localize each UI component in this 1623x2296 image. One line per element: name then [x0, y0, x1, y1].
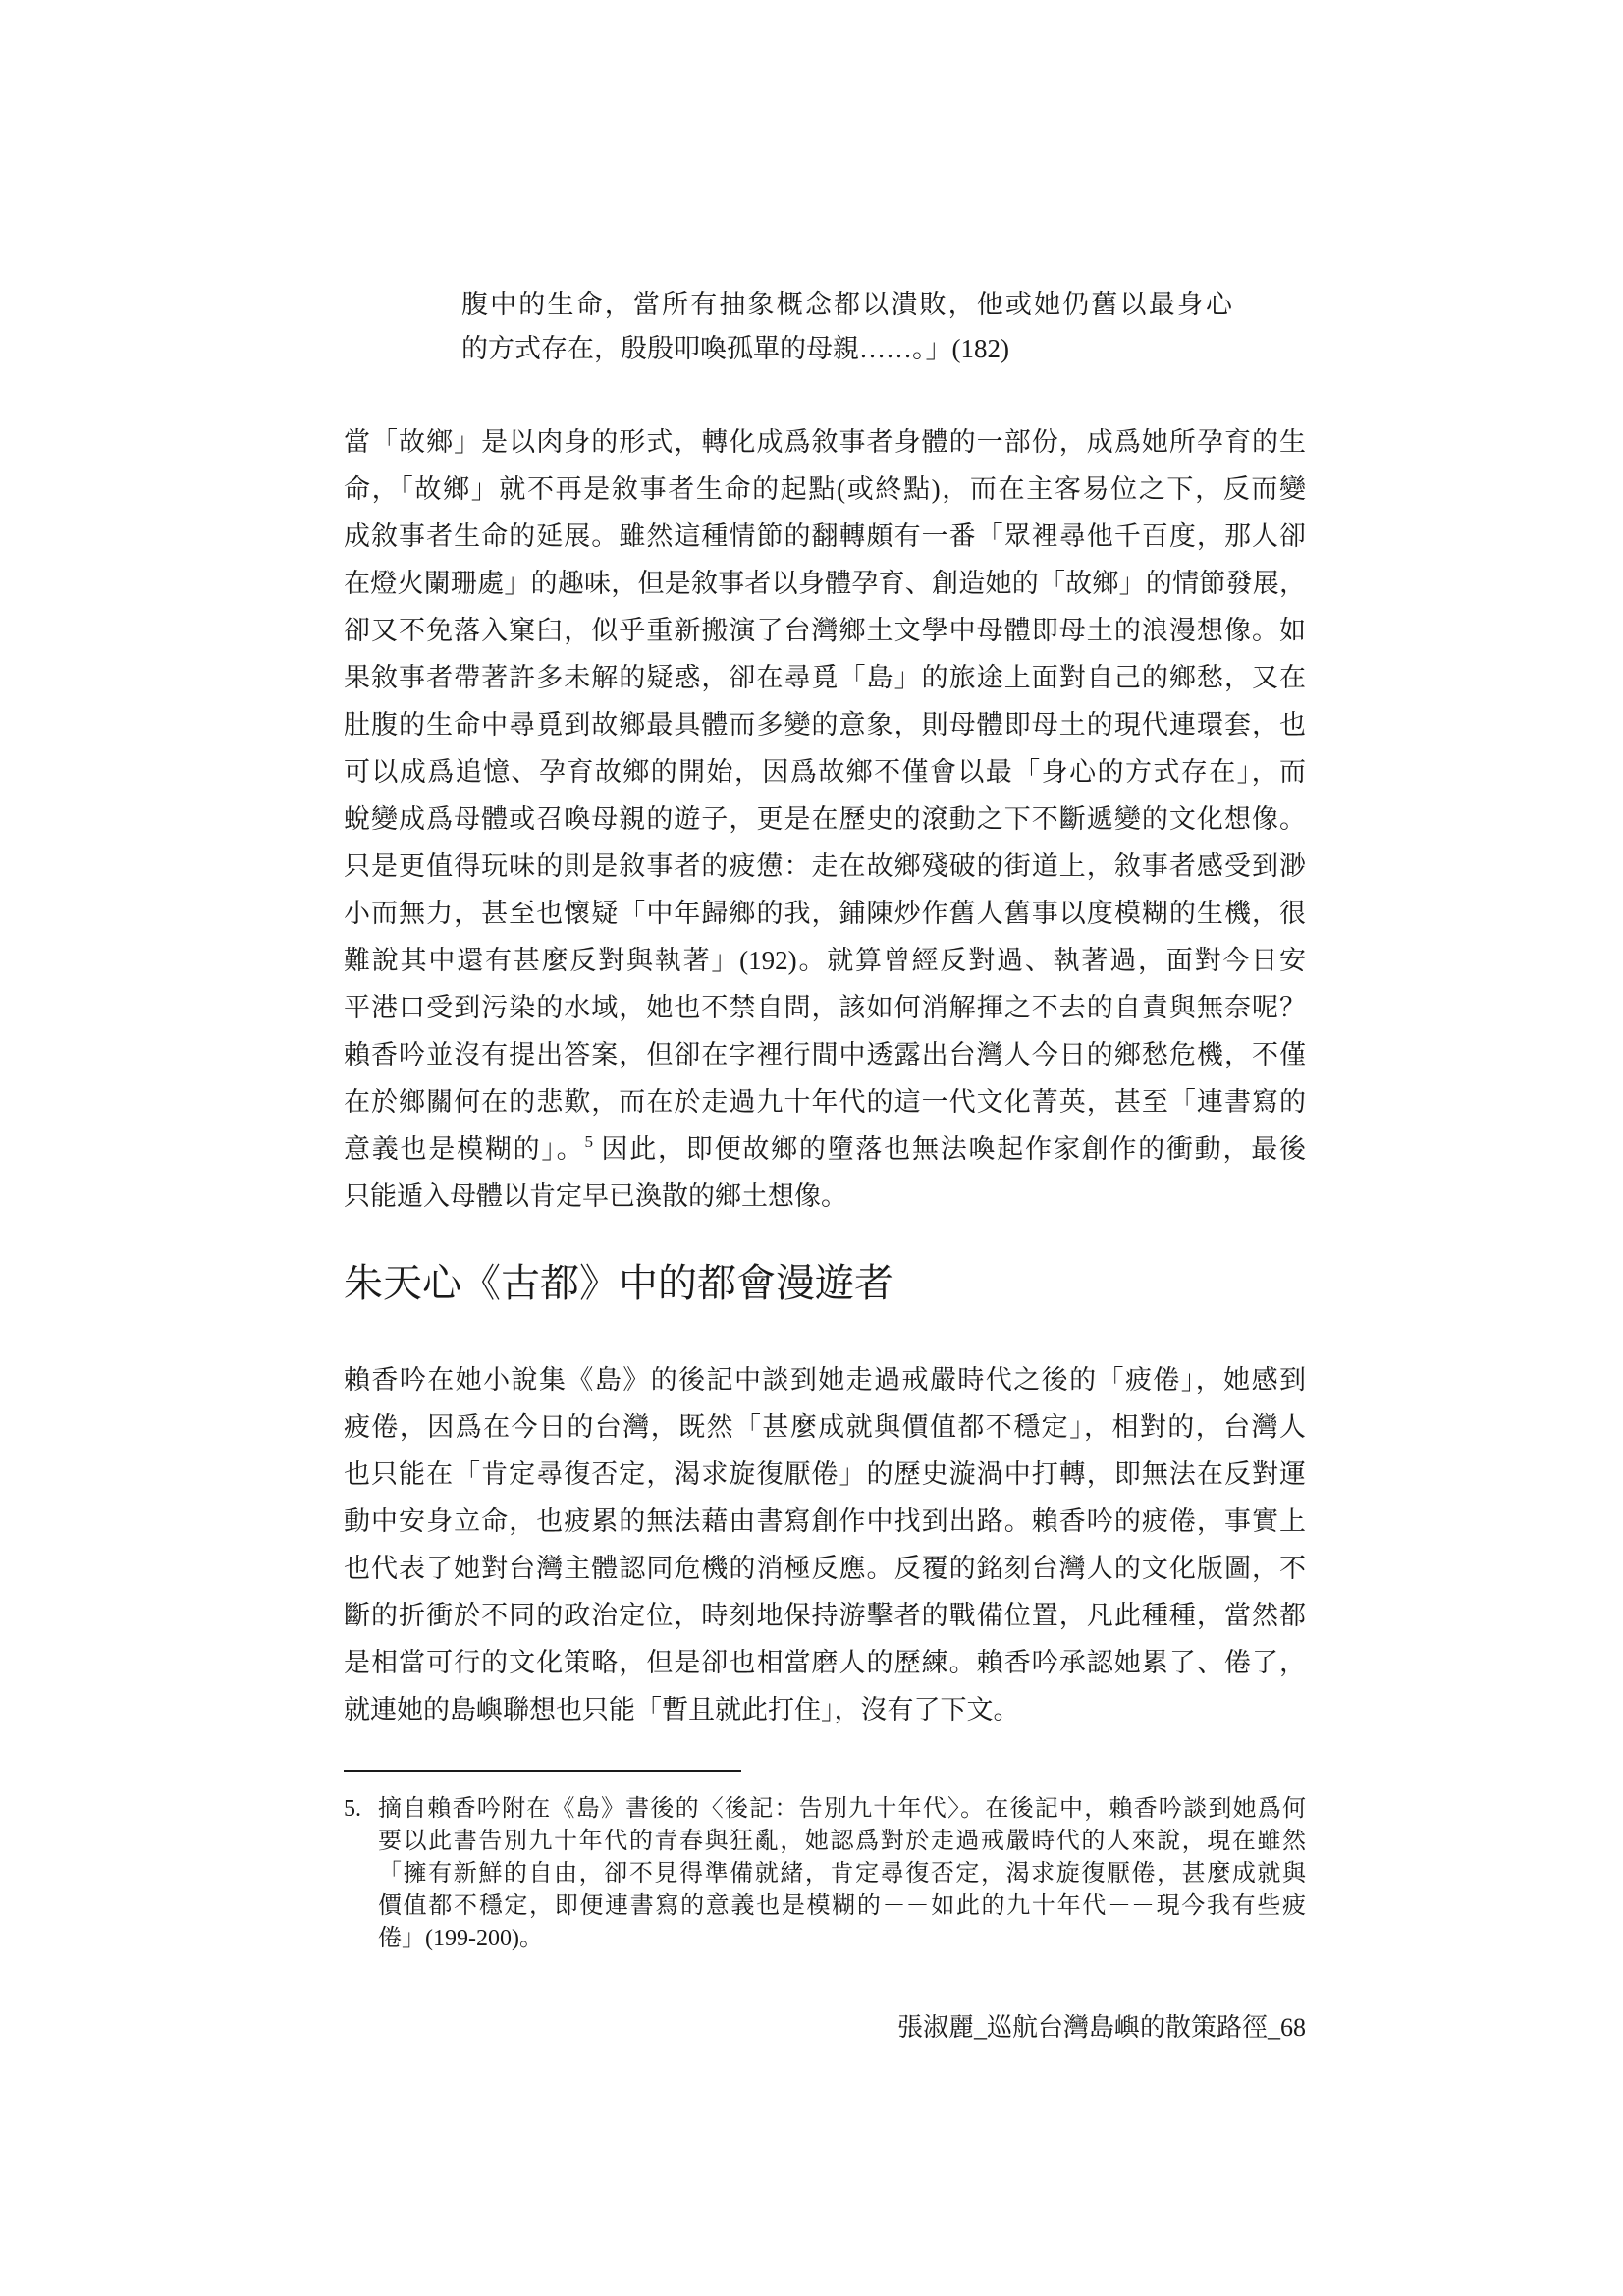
paragraph-line: 在燈火闌珊處」的趣味，但是敘事者以身體孕育、創造她的「故鄉」的情節發展，	[344, 569, 1306, 598]
paragraph-line: 就連她的島嶼聯想也只能「暫且就此打住」，沒有了下文。	[344, 1695, 1020, 1724]
block-quote	[461, 283, 1232, 371]
paragraph-line: 小而無力，甚至也懷疑「中年歸鄉的我，鋪陳炒作舊人舊事以度模糊的生機，很	[344, 899, 1306, 928]
footnote-line: 要以此書告別九十年代的青春與狂亂，她認爲對於走過戒嚴時代的人來說，現在雖然	[378, 1829, 1306, 1854]
paragraph-line: 動中安身立命，也疲累的無法藉由書寫創作中找到出路。賴香吟的疲倦，事實上	[344, 1506, 1306, 1536]
section-heading: 朱天心《古都》中的都會漫遊者	[344, 1261, 893, 1305]
footnote-ref: 5	[584, 1132, 593, 1151]
quote-line: 腹中的生命，當所有抽象概念都以潰敗，他或她仍舊以最身心	[461, 290, 1232, 319]
paragraph-2	[344, 1356, 1306, 1733]
footnote-line: 摘自賴香吟附在《島》書後的〈後記：告別九十年代〉。在後記中，賴香吟談到她爲何	[378, 1796, 1306, 1822]
paragraph-line: 成敘事者生命的延展。雖然這種情節的翻轉頗有一番「眾裡尋他千百度，那人卻	[344, 521, 1306, 551]
paragraph-line: 肚腹的生命中尋覓到故鄉最具體而多變的意象，則母體即母土的現代連環套，也	[344, 710, 1306, 739]
footnote-line: 價值都不穩定，即便連書寫的意義也是模糊的－－如此的九十年代－－現今我有些疲	[378, 1893, 1306, 1919]
paragraph-1	[344, 418, 1306, 1220]
paragraph-line: 在於鄉關何在的悲歎，而在於走過九十年代的這一代文化菁英，甚至「連書寫的	[344, 1087, 1306, 1117]
footnote	[344, 1793, 1306, 1955]
paragraph-line: 可以成爲追憶、孕育故鄉的開始，因爲故鄉不僅會以最「身心的方式存在」，而	[344, 757, 1306, 787]
footnote-rule	[344, 1770, 741, 1772]
paragraph-line: 蛻變成爲母體或召喚母親的遊子，更是在歷史的滾動之下不斷遞變的文化想像。	[344, 804, 1306, 834]
paragraph-line: 平港口受到污染的水域，她也不禁自問，該如何消解揮之不去的自責與無奈呢？	[344, 993, 1306, 1022]
paragraph-line: 只是更值得玩味的則是敘事者的疲憊：走在故鄉殘破的街道上，敘事者感受到渺	[344, 851, 1306, 881]
paragraph-line: 賴香吟並沒有提出答案，但卻在字裡行間中透露出台灣人今日的鄉愁危機，不僅	[344, 1040, 1306, 1069]
footnote-text	[378, 1793, 1306, 1955]
quote-line: 的方式存在，殷殷叩喚孤單的母親……。」(182)	[461, 334, 1009, 363]
paragraph-line: 斷的折衝於不同的政治定位，時刻地保持游擊者的戰備位置，凡此種種，當然都	[344, 1601, 1306, 1630]
paragraph-line	[344, 1125, 1306, 1173]
paragraph-line: 卻又不免落入窠臼，似乎重新搬演了台灣鄉土文學中母體即母土的浪漫想像。如	[344, 616, 1306, 645]
paragraph-line: 當「故鄉」是以肉身的形式，轉化成爲敘事者身體的一部份，成爲她所孕育的生	[344, 427, 1306, 457]
paragraph-line: 疲倦，因爲在今日的台灣，既然「甚麼成就與價值都不穩定」，相對的，台灣人	[344, 1412, 1306, 1442]
paragraph-line: 賴香吟在她小說集《島》的後記中談到她走過戒嚴時代之後的「疲倦」，她感到	[344, 1365, 1306, 1394]
footnote-number: 5.	[344, 1796, 361, 1822]
paragraph-line: 也只能在「肯定尋復否定，渴求旋復厭倦」的歷史漩渦中打轉，即無法在反對運	[344, 1459, 1306, 1489]
paragraph-line: 只能遁入母體以肯定早已渙散的鄉土想像。	[344, 1181, 847, 1211]
paragraph-line: 也代表了她對台灣主體認同危機的消極反應。反覆的銘刻台灣人的文化版圖，不	[344, 1554, 1306, 1583]
line-text: 因此，即便故鄉的墮落也無法喚起作家創作的衝動，最後	[592, 1134, 1307, 1164]
footnote-line: 倦」(199-200)。	[378, 1926, 543, 1951]
paragraph-line: 是相當可行的文化策略，但是卻也相當磨人的歷練。賴香吟承認她累了、倦了，	[344, 1648, 1306, 1677]
page-footer: 張淑麗_巡航台灣島嶼的散策路徑_68	[896, 2013, 1306, 2042]
paragraph-line: 難說其中還有甚麼反對與執著」(192)。就算曾經反對過、執著過，面對今日安	[344, 946, 1306, 975]
line-text: 意義也是模糊的」。	[344, 1134, 585, 1164]
paragraph-line: 果敘事者帶著許多未解的疑惑，卻在尋覓「島」的旅途上面對自己的鄉愁，又在	[344, 663, 1306, 692]
footnote-line: 「擁有新鮮的自由，卻不見得準備就緒，肯定尋復否定，渴求旋復厭倦，甚麼成就與	[378, 1861, 1306, 1886]
paragraph-line: 命，「故鄉」就不再是敘事者生命的起點(或終點)，而在主客易位之下，反而變	[344, 474, 1306, 504]
